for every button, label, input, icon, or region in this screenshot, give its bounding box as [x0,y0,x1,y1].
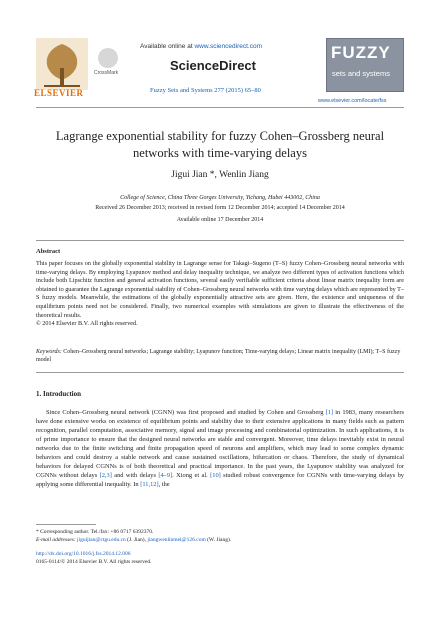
keywords-divider [36,372,404,373]
article-online-date: Available online 17 December 2014 [176,217,264,223]
citation-link[interactable]: [4–9] [158,472,173,479]
email-link[interactable]: jiguijian@ctgu.edu.cn [77,537,126,543]
journal-url-link[interactable]: www.elsevier.com/locate/fss [318,98,387,104]
footnote-divider [36,524,96,525]
article-history: Received 26 December 2013; received in revised form 12 December 2014; accepted 14 December 2014 [95,205,345,211]
abstract-body [36,260,404,329]
section-heading-introduction: 1. Introduction [36,390,81,398]
footnote-emails: E-mail addresses: jiguijian@ctgu.edu.cn (J. Jian), jiangwenlinmei@126.com (W. Jiang). [36,537,232,543]
keywords-label: Keywords: [36,349,62,355]
abstract-paragraph: This paper focuses on the globally exponential stability in Lagrange sense for Takagi–Sugeno (T–S) fuzzy Cohen–Grossberg neural networks with time-varying delays. By employing Lyapunov method and delay inequality technique, we analyze two different types of activation functions which include both Lipschitz function and general activation functions, several easily verifiable sufficient criteria about linear matrix inequality form are obtained to guarantee the Lagrange exponential stability of Cohen–Grossberg neural networks with time varying delays which are represented by T–S fuzzy models. Meanwhile, the estimations of the globally exponentially attractive sets are given. Here, the existence and uniqueness of the equilibrium points need not be considered. Finally, two numerical examples with simulations are given to illustrate the effectiveness of the theoretical results. [36,260,404,319]
citation-link[interactable]: [1] [325,409,334,416]
journal-header [0,0,440,104]
issn-copyright: 0165-0114/© 2014 Elsevier B.V. All rights reserved. [36,559,152,565]
journal-cover-subtitle: sets and systems [332,69,390,78]
keywords-list: Cohen–Grossberg neural networks; Lagrange stability; Lyapunov function; Time-varying delays; Linear matrix inequality (LMI); T–S fuzzy model [36,349,401,363]
email-link[interactable]: jiangwenlinmei@126.com [147,537,206,543]
doi-link[interactable]: http://dx.doi.org/10.1016/j.fss.2014.12.006 [36,551,131,557]
citation-link[interactable]: [2,3] [99,472,112,479]
abstract-heading: Abstract [36,248,61,255]
elsevier-tree-logo [36,38,88,90]
journal-cover-title: FUZZY [331,43,391,62]
citation-link[interactable]: [10] [210,472,221,479]
footnote-corresponding: * Corresponding author. Tel./fax: +86 0717 6392370. [36,529,154,535]
article-affiliation: College of Science, China Three Gorges University, Yichang, Hubei 443002, China [120,195,320,201]
sciencedirect-wordmark: ScienceDirect [170,58,256,73]
sciencedirect-link[interactable]: www.sciencedirect.com [194,43,263,50]
abstract-copyright: © 2014 Elsevier B.V. All rights reserved. [36,320,138,328]
citation-link[interactable]: [11,12] [140,481,159,488]
journal-citation[interactable]: Fuzzy Sets and Systems 277 (2015) 65–80 [150,87,261,94]
article-authors: Jigui Jian *, Wenlin Jiang [171,170,269,180]
journal-cover [326,38,404,92]
article-title: Lagrange exponential stability for fuzzy Cohen–Grossberg neural networks with time-varying delays [55,129,385,160]
available-online: Available online at www.sciencedirect.com [140,43,263,50]
abstract-top-divider [36,240,404,241]
crossmark-label: CrossMark [94,70,119,76]
crossmark-icon[interactable] [98,48,118,68]
introduction-paragraph: Since Cohen–Grossberg neural network (CGNN) was first proposed and studied by Cohen and Grossberg [1] in 1983, many researchers have done extensive works on existence of equilibrium points and stability due to their extensive applications in many fields such as pattern recognition, parallel computation, associative memory, signal and image processing and combinatorial optimization. In such applications, it is of prime importance to ensure that the designed neural networks are stable and convergent. Moreover, time delays inevitably exist in neural networks due to the finite switching and finite propagation speed of neurons and amplifiers, which may lead to some complex dynamic behaviors and could destroy a stable network and cause sustained oscillations, bifurcation or chaos. Therefore, the study of dynamical behaviors for delayed CGNNs is of both theoretical and practical importance. In the past years, the Lyapunov stability was analyzed for CGNNs without delays [2,3] and with delays [4–9]. Xiong et al. [10] studied robust convergence for CGNNs with time-varying delays by applying some differential inequality. In [11,12], the [36,409,404,488]
keywords [36,348,404,364]
header-divider [36,107,404,108]
elsevier-wordmark: ELSEVIER [34,88,84,98]
